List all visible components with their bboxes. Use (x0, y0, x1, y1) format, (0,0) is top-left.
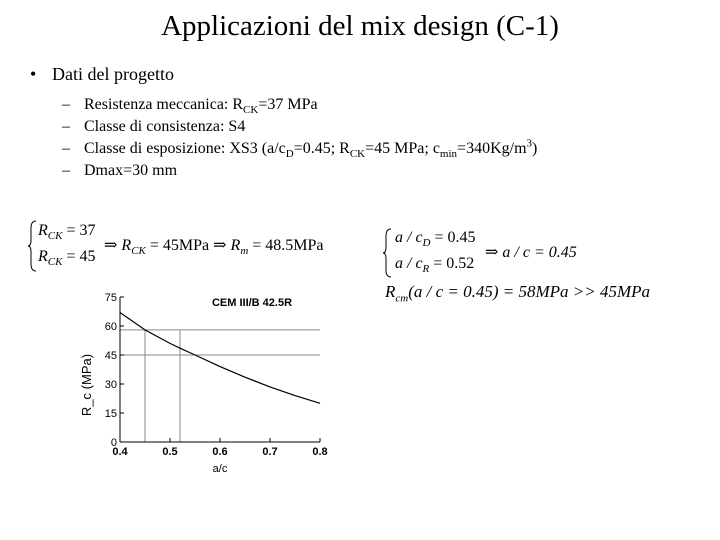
x-tick-label: 0.5 (162, 446, 178, 458)
left-brace (28, 220, 38, 272)
chart-series (120, 313, 320, 404)
y-tick-label: 75 (104, 292, 117, 304)
item-text: Classe di esposizione: XS3 (a/c (84, 140, 286, 157)
list-item (62, 138, 537, 160)
eq-rcm: $R_{cm}(a / c = 0.45) = 58MPa >> 45MPa$ (385, 282, 651, 305)
y-tick-label: 15 (104, 408, 117, 420)
guide-lines (120, 330, 320, 442)
dash: – (62, 140, 70, 157)
implies-arrow: ⇒ (485, 244, 499, 261)
dash: – (62, 118, 70, 135)
item-text: Dmax=30 mm (84, 162, 178, 179)
x-axis-label: a/c (212, 463, 228, 475)
bullet-dati-progetto (30, 64, 174, 85)
right-brace (383, 228, 393, 278)
list-item (62, 116, 537, 138)
y-tick-label: 0 (110, 437, 117, 449)
slide-title: Applicazioni del mix design (C-1) (161, 10, 559, 42)
item-sub: CK (243, 104, 259, 117)
y-tick-label: 45 (104, 350, 117, 362)
item-sub: min (439, 148, 458, 161)
item-text: =0.45; R (293, 140, 350, 157)
eq-rck-45: $R_{CK} = 45$ (38, 248, 96, 269)
eq-ac-r: $a / c_R = 0.52$ (395, 255, 475, 276)
eq-ac-result: ⇒ a / c = 0.45 (485, 244, 577, 261)
item-text: Resistenza meccanica: R (84, 96, 244, 113)
bullet-label: Dati del progetto (52, 64, 174, 84)
implies-arrow: ⇒ (104, 237, 118, 254)
project-data-list (62, 94, 537, 182)
list-item (62, 94, 537, 116)
item-sub: D (285, 148, 294, 161)
chart-axes (120, 297, 320, 442)
chart-ticks (105, 292, 328, 458)
y-axis-label: R_c (MPa) (79, 353, 94, 417)
bullet-dot: • (30, 64, 37, 84)
implies-arrow: ⇒ (213, 237, 227, 254)
strength-curve (120, 313, 320, 404)
eq-rck-37: $R_{CK} = 37$ (38, 222, 96, 243)
dash: – (62, 96, 70, 113)
list-item (62, 160, 537, 182)
item-sup: 3 (526, 137, 533, 150)
item-sub: CK (349, 148, 366, 161)
item-text: ) (532, 140, 538, 157)
item-text: =340Kg/m (457, 140, 527, 157)
item-text: =45 MPa; c (365, 140, 440, 157)
y-tick-label: 30 (104, 379, 117, 391)
item-text: =37 MPa (258, 96, 318, 113)
x-tick-label: 0.7 (262, 446, 278, 458)
x-tick-label: 0.8 (312, 446, 328, 458)
item-text: Classe di consistenza: S4 (84, 118, 246, 135)
dash: – (62, 162, 70, 179)
y-tick-label: 60 (104, 321, 117, 333)
chart-title: CEM III/B 42.5R (211, 297, 293, 309)
eq-ac-d: $a / c_D = 0.45$ (395, 229, 476, 250)
x-tick-label: 0.6 (212, 446, 228, 458)
x-tick-label: 0.4 (112, 446, 128, 458)
eq-result-rm: ⇒ $R_{CK} = 45MPa$ ⇒ $R_m = 48.5MPa$ (104, 237, 324, 258)
strength-chart (70, 285, 350, 485)
